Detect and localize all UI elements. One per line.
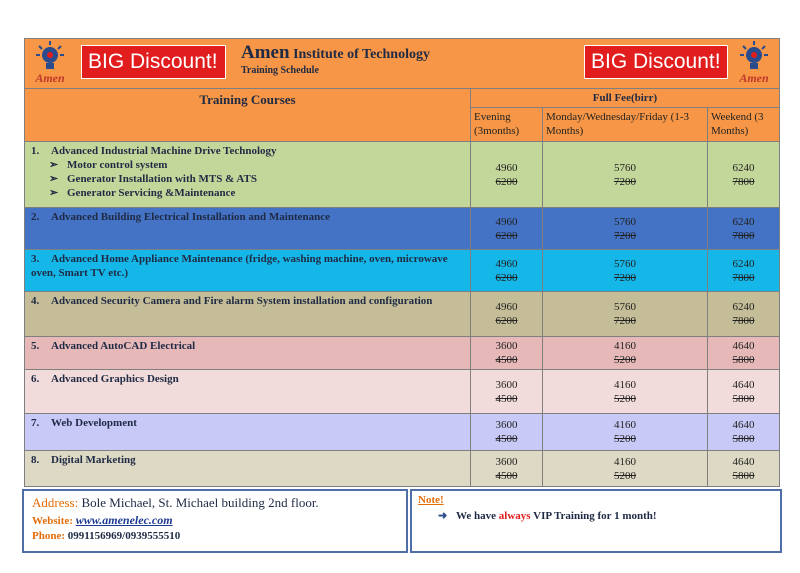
evening-fee: 4960 6200: [471, 292, 543, 337]
evening-fee: 4960 6200: [471, 208, 543, 250]
schedule-header: [24, 38, 780, 88]
weekend-header: Weekend (3 Months): [707, 108, 779, 142]
course-cell: 2. Advanced Building Electrical Installation and Maintenance: [25, 208, 471, 250]
course-cell: 7. Web Development: [25, 414, 471, 451]
course-cell: 1. Advanced Industrial Machine Drive Technology ➢ Motor control system ➢ Generator Installation with MTS & ATS ➢ Generator Servicing &Maintenance: [25, 142, 471, 208]
table-row: [25, 208, 780, 250]
table-row: [25, 250, 780, 292]
training-schedule-sheet: [24, 38, 780, 487]
course-column-header: Training Courses: [25, 89, 471, 142]
table-row: [25, 142, 780, 208]
weekend-fee: 4640 5800: [707, 370, 779, 414]
logo-text: Amen: [739, 71, 769, 85]
website-line: Website: www.amenelec.com: [32, 513, 173, 527]
list-item: ➢ Generator Servicing &Maintenance: [49, 187, 236, 199]
institute-heading: [241, 42, 430, 76]
evening-header: Evening (3months): [471, 108, 543, 142]
course-cell: 4. Advanced Security Camera and Fire alarm System installation and configuration: [25, 292, 471, 337]
course-cell: 6. Advanced Graphics Design: [25, 370, 471, 414]
note-box: [410, 489, 782, 553]
course-cell: 5. Advanced AutoCAD Electrical: [25, 337, 471, 370]
table-row: [25, 414, 780, 451]
arrowhead-bullet-icon: ➢: [49, 173, 59, 185]
table-row: [25, 370, 780, 414]
note-label: Note!: [418, 494, 444, 506]
weekend-fee: 4640 5800: [707, 414, 779, 451]
weekend-fee: 6240 7800: [707, 292, 779, 337]
list-item: ➢ Generator Installation with MTS & ATS: [49, 173, 257, 185]
table-row: [25, 451, 780, 487]
weekend-fee: 4640 5800: [707, 451, 779, 487]
course-subtopics: [49, 158, 464, 200]
mwf-header: Monday/Wednesday/Friday (1-3 Months): [543, 108, 708, 142]
logo-text: Amen: [35, 71, 65, 85]
amen-logo-right: [733, 41, 775, 87]
fee-column-header: Full Fee(birr): [471, 89, 780, 108]
schedule-table: [24, 88, 780, 487]
course-cell: 3. Advanced Home Appliance Maintenance (fridge, washing machine, oven, microwave oven, Smart TV etc.): [25, 250, 471, 292]
weekend-fee: 6240 7800: [707, 250, 779, 292]
table-row: [25, 292, 780, 337]
amen-logo-left: [29, 41, 71, 87]
evening-fee: 3600 4500: [471, 370, 543, 414]
mwf-fee: 4160 5200: [543, 451, 708, 487]
lightbulb-icon: [36, 41, 64, 73]
website-link[interactable]: www.amenelec.com: [75, 513, 173, 527]
weekend-fee: 6240 7800: [707, 208, 779, 250]
evening-fee: 3600 4500: [471, 337, 543, 370]
phone-line: Phone: 0991156969/0939555510: [32, 530, 181, 542]
arrowhead-bullet-icon: ➢: [49, 187, 59, 199]
mwf-fee: 5760 7200: [543, 292, 708, 337]
big-discount-banner-left: BIG Discount!: [81, 45, 226, 79]
course-cell: 8. Digital Marketing: [25, 451, 471, 487]
mwf-fee: 4160 5200: [543, 370, 708, 414]
mwf-fee: 4160 5200: [543, 337, 708, 370]
evening-fee: 3600 4500: [471, 451, 543, 487]
mwf-fee: 4160 5200: [543, 414, 708, 451]
institute-name: Amen Institute of Technology: [241, 42, 430, 63]
lightbulb-icon: [740, 41, 768, 73]
note-text: ➜ We have always VIP Training for 1 month!: [438, 510, 657, 522]
schedule-footer: [22, 489, 782, 555]
evening-fee: 3600 4500: [471, 414, 543, 451]
schedule-subtitle: Training Schedule: [241, 65, 319, 76]
big-discount-banner-right: BIG Discount!: [584, 45, 728, 79]
mwf-fee: 5760 7200: [543, 142, 708, 208]
mwf-fee: 5760 7200: [543, 250, 708, 292]
evening-fee: 4960 6200: [471, 142, 543, 208]
table-row: [25, 337, 780, 370]
contact-box: [22, 489, 408, 553]
down-arrow-icon: ➜: [438, 510, 448, 522]
address-line: Address: Bole Michael, St. Michael building 2nd floor.: [32, 495, 319, 510]
arrowhead-bullet-icon: ➢: [49, 159, 59, 171]
evening-fee: 4960 6200: [471, 250, 543, 292]
weekend-fee: 4640 5800: [707, 337, 779, 370]
weekend-fee: 6240 7800: [707, 142, 779, 208]
mwf-fee: 5760 7200: [543, 208, 708, 250]
list-item: ➢ Motor control system: [49, 159, 168, 171]
